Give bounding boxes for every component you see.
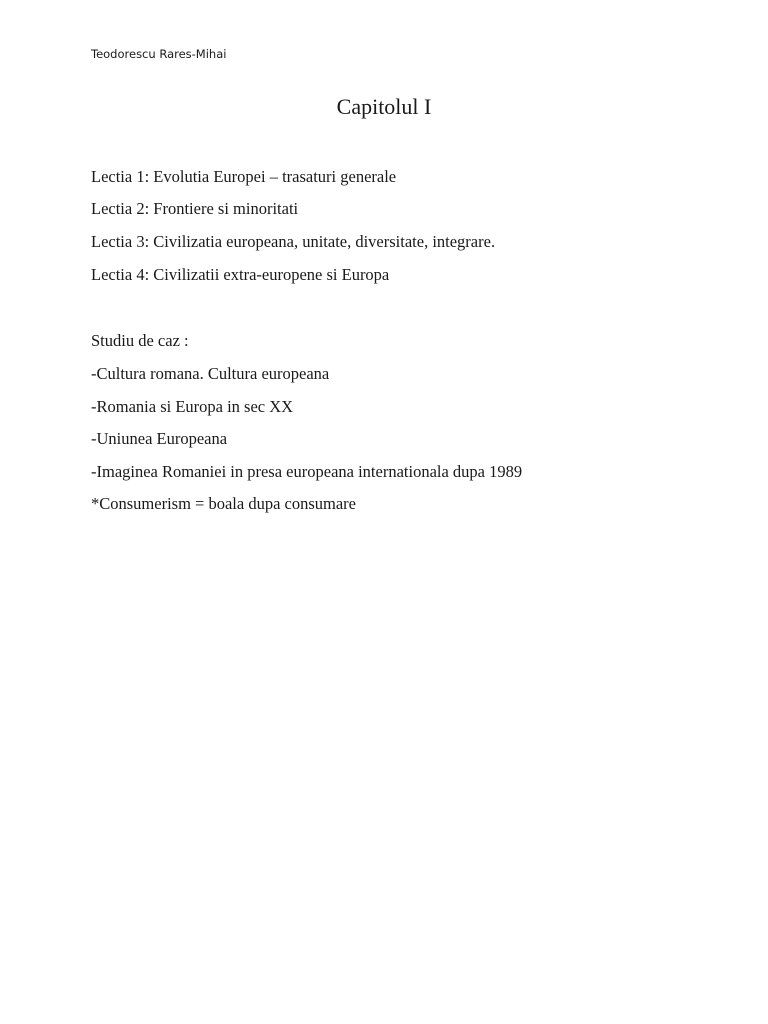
case-study-item: -Cultura romana. Cultura europeana bbox=[91, 364, 330, 383]
case-study-item: -Imaginea Romaniei in presa europeana internationala dupa 1989 bbox=[91, 462, 523, 481]
case-study-item: *Consumerism = boala dupa consumare bbox=[91, 494, 356, 513]
case-study-heading: Studiu de caz : bbox=[91, 331, 189, 350]
case-study-item: -Romania si Europa in sec XX bbox=[91, 397, 294, 416]
lesson-item: Lectia 4: Civilizatii extra-europene si Europa bbox=[91, 265, 390, 284]
case-study-item: -Uniunea Europeana bbox=[91, 429, 228, 448]
author-name: Teodorescu Rares-Mihai bbox=[91, 47, 227, 61]
lesson-item: Lectia 2: Frontiere si minoritati bbox=[91, 199, 299, 218]
lesson-item: Lectia 3: Civilizatia europeana, unitate, diversitate, integrare. bbox=[91, 232, 496, 251]
lesson-item: Lectia 1: Evolutia Europei – trasaturi generale bbox=[91, 167, 397, 186]
chapter-title: Capitolul I bbox=[336, 94, 432, 119]
